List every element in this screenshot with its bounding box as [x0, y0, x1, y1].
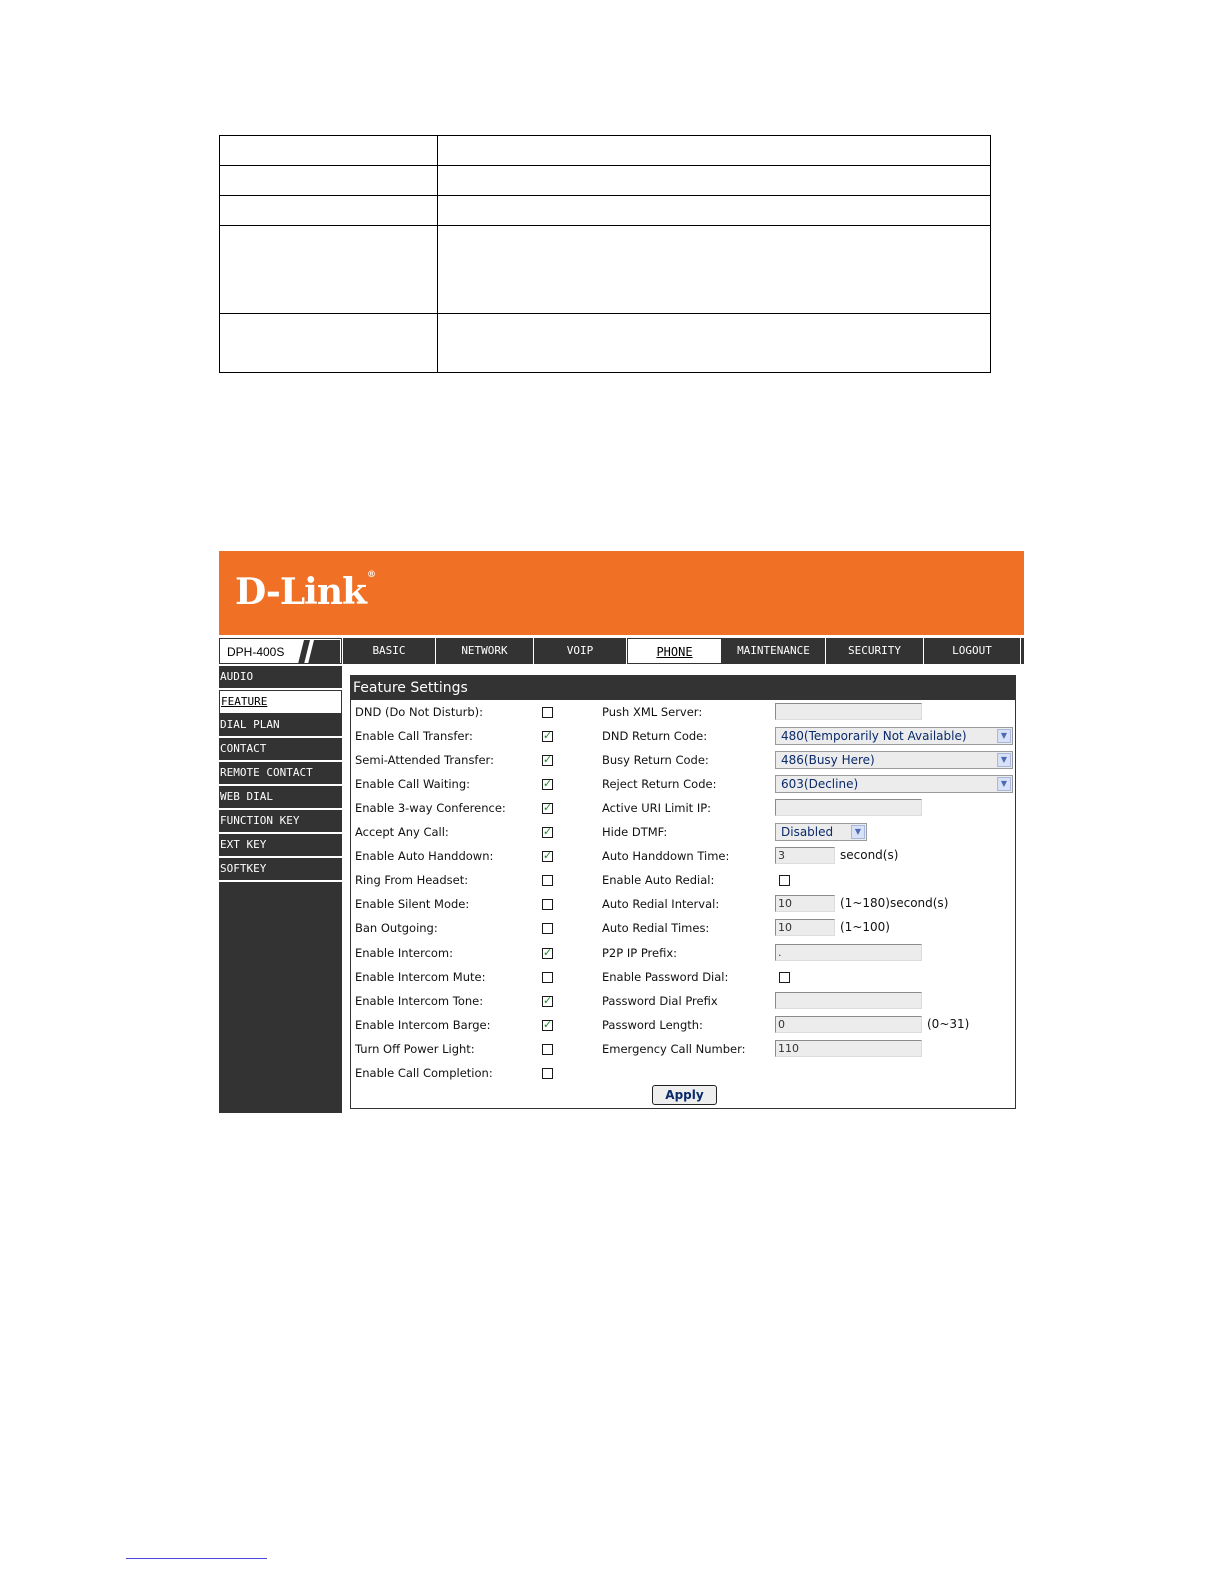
sidebar-item-function-key[interactable]: FUNCTION KEY [219, 810, 342, 834]
tab-logout[interactable]: LOGOUT [924, 638, 1021, 664]
tab-network[interactable]: NETWORK [436, 638, 534, 664]
field-unit: (1~180)second(s) [840, 896, 949, 911]
tab-voip[interactable]: VOIP [534, 638, 627, 664]
checkbox[interactable] [542, 923, 553, 934]
checkbox[interactable] [542, 731, 553, 742]
field-unit: (0~31) [927, 1016, 970, 1031]
field-label: DND (Do Not Disturb): [355, 705, 484, 719]
field-label: Auto Redial Times: [602, 921, 710, 936]
field-label: Auto Redial Interval: [602, 897, 720, 912]
field-label: Busy Return Code: [602, 753, 709, 768]
checkbox[interactable] [542, 1068, 553, 1079]
checkbox[interactable] [542, 875, 553, 886]
select-dropdown[interactable] [775, 751, 1013, 769]
checkbox[interactable] [779, 972, 790, 983]
model-badge [219, 638, 342, 664]
checkbox[interactable] [542, 803, 553, 814]
chevron-down-icon[interactable]: ▼ [997, 753, 1011, 767]
select-dropdown[interactable] [775, 775, 1013, 793]
select-value: Disabled [781, 825, 834, 840]
field-label: Enable Silent Mode: [355, 897, 470, 912]
checkbox[interactable] [542, 899, 553, 910]
table-cell [438, 196, 991, 226]
field-label: Enable Auto Handdown: [355, 849, 494, 864]
tab-basic[interactable]: BASIC [343, 638, 436, 664]
chevron-down-icon[interactable]: ▼ [997, 777, 1011, 791]
checkbox[interactable] [542, 1020, 553, 1031]
document-table [219, 135, 991, 373]
sidebar-item-web-dial[interactable]: WEB DIAL [219, 786, 342, 810]
field-label: Enable Password Dial: [602, 969, 729, 984]
sidebar-item-ext-key[interactable]: EXT KEY [219, 834, 342, 858]
field-label: Enable Intercom Mute: [355, 969, 486, 984]
table-row [220, 166, 991, 196]
sidebar-item-feature[interactable]: FEATURE [219, 690, 342, 714]
field-label: Semi-Attended Transfer: [355, 753, 494, 768]
field-label: Enable Auto Redial: [602, 873, 715, 888]
table-cell [438, 226, 991, 314]
text-input[interactable]: 3 [775, 847, 835, 864]
tab-security[interactable]: SECURITY [826, 638, 924, 664]
top-navigation [343, 638, 1024, 664]
sidebar-item-contact[interactable]: CONTACT [219, 738, 342, 762]
field-label: Reject Return Code: [602, 777, 717, 792]
chevron-down-icon[interactable]: ▼ [997, 729, 1011, 743]
slash-decoration-icon [290, 640, 340, 664]
field-label: Password Dial Prefix [602, 993, 718, 1008]
field-label: DND Return Code: [602, 729, 708, 744]
table-cell [220, 136, 438, 166]
sidebar-item-softkey[interactable]: SOFTKEY [219, 858, 342, 882]
select-dropdown[interactable] [775, 727, 1013, 745]
sidebar-item-remote-contact[interactable]: REMOTE CONTACT [219, 762, 342, 786]
text-input[interactable] [775, 992, 922, 1009]
text-input[interactable]: 10 [775, 919, 835, 936]
checkbox[interactable] [542, 972, 553, 983]
checkbox[interactable] [542, 1044, 553, 1055]
field-label: Enable Intercom Barge: [355, 1017, 491, 1032]
field-unit: second(s) [840, 848, 899, 863]
table-cell [220, 314, 438, 373]
table-row [220, 136, 991, 166]
text-input[interactable] [775, 703, 922, 720]
select-value: 486(Busy Here) [781, 753, 875, 768]
text-input[interactable]: 10 [775, 895, 835, 912]
feature-settings-panel [350, 675, 1016, 1109]
field-label: Accept Any Call: [355, 825, 449, 840]
select-dropdown[interactable] [775, 823, 867, 841]
apply-button[interactable]: Apply [652, 1085, 717, 1105]
text-input[interactable]: 110 [775, 1040, 922, 1057]
table-row [220, 226, 991, 314]
text-input[interactable]: . [775, 944, 922, 961]
field-label: Ban Outgoing: [355, 921, 438, 936]
field-label: Enable Call Completion: [355, 1065, 493, 1080]
text-input[interactable]: 0 [775, 1016, 922, 1033]
checkbox[interactable] [542, 755, 553, 766]
table-row [220, 314, 991, 373]
field-label: Enable Call Waiting: [355, 777, 470, 792]
field-label: P2P IP Prefix: [602, 945, 678, 960]
tab-maintenance[interactable]: MAINTENANCE [722, 638, 826, 664]
logo-text: D-Link [235, 571, 366, 613]
table-row [220, 196, 991, 226]
field-unit: (1~100) [840, 920, 890, 935]
select-value: 480(Temporarily Not Available) [781, 729, 967, 744]
model-label: DPH-400S [227, 645, 285, 659]
field-label: Auto Handdown Time: [602, 849, 730, 864]
field-label: Enable Intercom Tone: [355, 993, 484, 1008]
table-cell [438, 314, 991, 373]
table-cell [438, 166, 991, 196]
header-banner [219, 551, 1024, 635]
field-label: Push XML Server: [602, 705, 703, 719]
web-ui-screenshot [219, 551, 1024, 1113]
sidebar-menu [219, 666, 342, 1113]
field-label: Ring From Headset: [355, 873, 469, 888]
panel-title: Feature Settings [351, 676, 1015, 700]
field-label: Turn Off Power Light: [355, 1041, 475, 1056]
sidebar-item-dial-plan[interactable]: DIAL PLAN [219, 714, 342, 738]
checkbox[interactable] [542, 707, 553, 718]
checkbox[interactable] [779, 875, 790, 886]
field-label: Hide DTMF: [602, 825, 668, 840]
table-cell [220, 166, 438, 196]
field-label: Active URI Limit IP: [602, 801, 712, 816]
table-cell [220, 226, 438, 314]
trademark-symbol: ® [366, 570, 375, 580]
chevron-down-icon[interactable]: ▼ [851, 825, 865, 839]
sidebar-item-audio[interactable]: AUDIO [219, 666, 342, 690]
table-cell [438, 136, 991, 166]
checkbox[interactable] [542, 827, 553, 838]
checkbox[interactable] [542, 851, 553, 862]
select-value: 603(Decline) [781, 777, 859, 792]
checkbox[interactable] [542, 779, 553, 790]
text-input[interactable] [775, 799, 922, 816]
field-label: Password Length: [602, 1017, 703, 1032]
table-cell [220, 196, 438, 226]
field-label: Enable 3-way Conference: [355, 801, 506, 816]
tab-phone[interactable]: PHONE [627, 638, 722, 664]
checkbox[interactable] [542, 948, 553, 959]
checkbox[interactable] [542, 996, 553, 1007]
field-label: Enable Intercom: [355, 945, 454, 960]
field-label: Emergency Call Number: [602, 1041, 746, 1056]
footer-link-line [126, 1558, 267, 1559]
dlink-logo [235, 571, 374, 613]
field-label: Enable Call Transfer: [355, 729, 473, 744]
